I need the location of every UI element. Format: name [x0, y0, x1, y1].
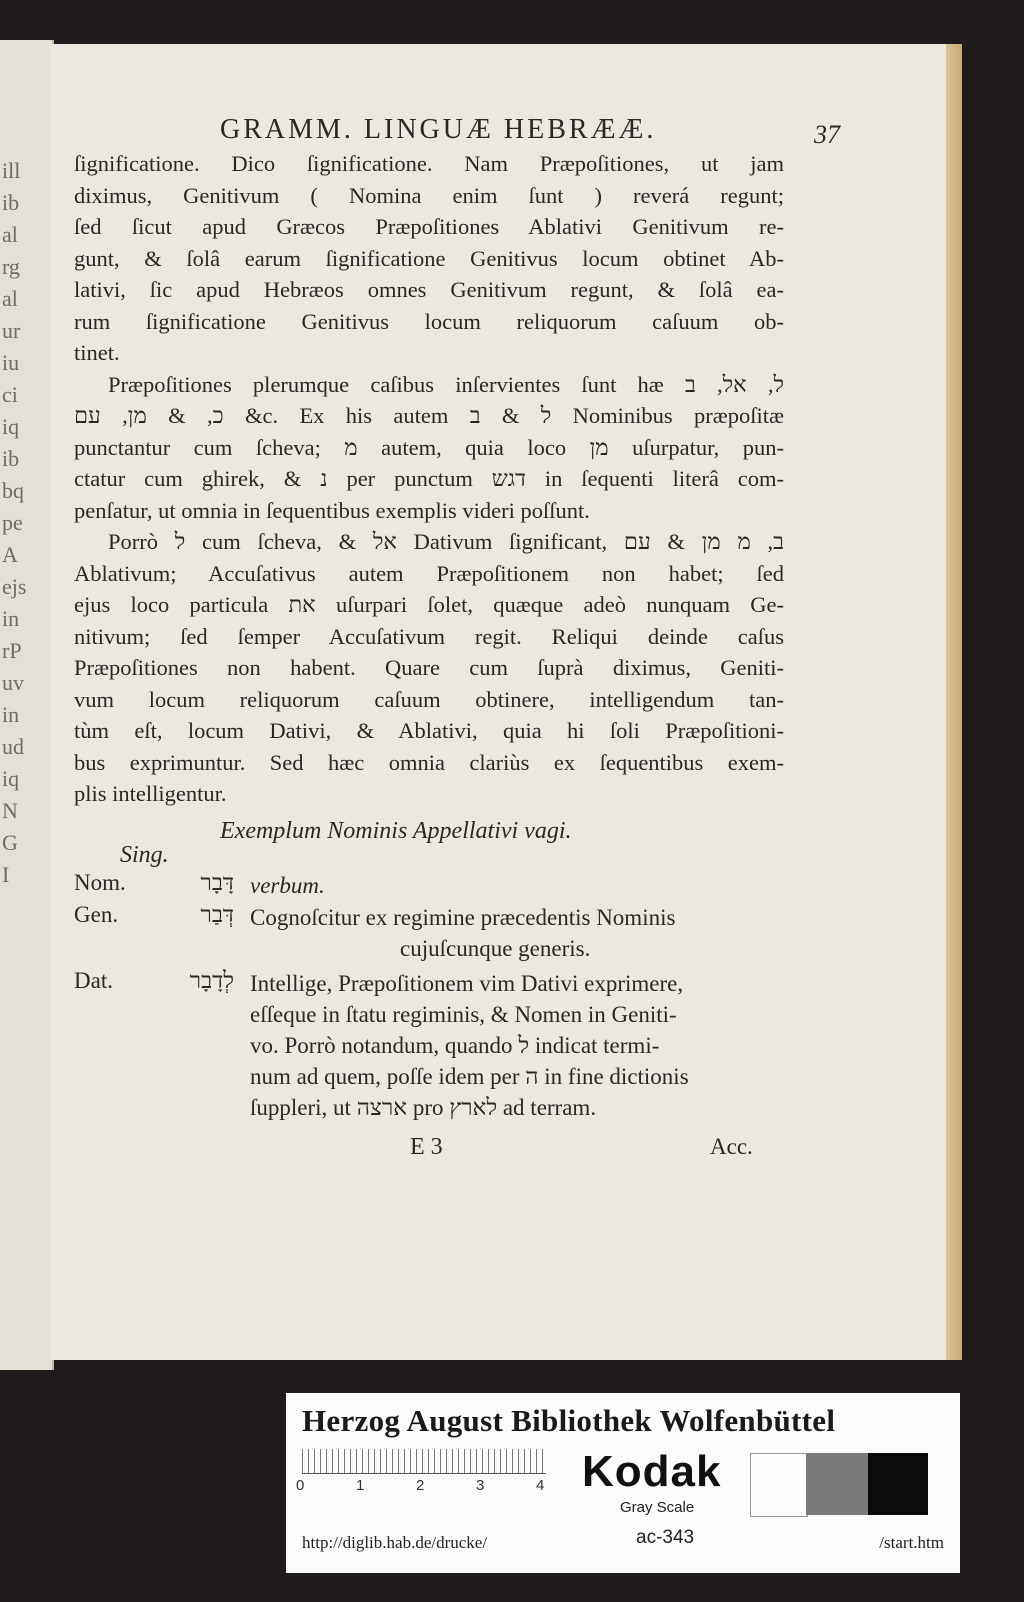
case-gloss — [250, 870, 810, 901]
text-line: gunt, & ſolâ earum ſignificatione Genitivus locum obtinet Ab- — [74, 245, 784, 271]
shelfmark: ac-343 — [636, 1527, 695, 1548]
ruler-label: 0 — [296, 1477, 305, 1494]
brand-logo: Kodak — [582, 1447, 722, 1496]
ruler-label: 1 — [356, 1477, 365, 1494]
text-line: penſatur, ut omnia in ſequentibus exemplis videri poſſunt. — [74, 497, 590, 523]
text-line: ſed ſicut apud Græcos Præpoſitiones Ablativi Genitivum re- — [74, 214, 784, 239]
gloss-line: cujuſcunque generis. — [400, 936, 591, 961]
facing-page-fragment: ur — [2, 318, 21, 343]
text-line: tùm eſt, locum Dativi, & Ablativi, quia hi ſoli Præpoſitioni- — [74, 718, 784, 743]
facing-page-fragment: iu — [2, 350, 20, 375]
facing-page-fragment: rP — [2, 638, 22, 663]
text-line: Præpoſitiones plerumque caſibus inſervientes ſunt hæ ל, אל, ב — [108, 371, 784, 397]
text-line: ſignificatione. Dico ſignificatione. Nam Præpoſitiones, ut jam — [74, 151, 784, 176]
gray-swatch-white — [750, 1453, 808, 1517]
facing-page-fragment: G — [2, 830, 18, 855]
url-left: http://diglib.hab.de/drucke/ — [302, 1533, 488, 1552]
facing-page-fragment: bq — [2, 478, 24, 503]
facing-page-fragment: uv — [2, 670, 24, 695]
gloss-line: ſuppleri, ut ארצה pro לארץ ad terram. — [250, 1095, 597, 1120]
ruler-labels — [296, 1477, 556, 1497]
case-label: Gen. — [74, 902, 119, 927]
facing-page-fragment: al — [2, 222, 18, 247]
facing-page-fragment: I — [2, 862, 10, 887]
gloss-line: num ad quem, poſſe idem per ה in fine dictionis — [250, 1064, 689, 1089]
color-target-card — [286, 1393, 960, 1573]
url-right: /start.htm — [879, 1533, 944, 1552]
text-line: Porrò ל cum ſcheva, & אל Dativum ſignificant, ב, מ מן & עם — [108, 529, 785, 554]
text-line: tinet. — [74, 340, 120, 365]
ruler-label: 2 — [416, 1477, 425, 1494]
paragraph-3 — [74, 526, 784, 810]
example-title: Exemplum Nominis Appellativi vagi. — [220, 818, 572, 844]
text-line: vum locum reliquorum caſuum obtinere, intelligendum tan- — [74, 686, 784, 712]
text-line: כ, & מן, עם &c. Ex his autem ל & ב Nominibus præpoſitæ — [74, 403, 784, 428]
facing-page-fragment: ib — [2, 446, 20, 471]
book-page — [50, 44, 962, 1360]
text-line: ejus loco particula את uſurpari ſolet, quæque adeò nunquam Ge- — [74, 592, 784, 617]
hebrew-form: דָּבָר — [200, 870, 234, 896]
text-line: plis intelligentur. — [74, 781, 227, 806]
text-line: ctatur cum ghirek, & נ per punctum דגש in ſequenti literâ com- — [74, 466, 784, 491]
gloss-line: eſſeque in ſtatu regiminis, & Nomen in Geniti- — [250, 1002, 677, 1027]
running-head — [220, 114, 840, 150]
library-name: Herzog August Bibliothek Wolfenbüttel — [302, 1403, 836, 1438]
hebrew-form: לְדָבָר — [189, 968, 234, 994]
text-line: punctantur cum ſcheva; מ autem, quia loco מן uſurpatur, pun- — [74, 434, 784, 460]
signature-mark: E 3 — [410, 1134, 443, 1160]
facing-page-fragment: al — [2, 286, 18, 311]
facing-page-fragment: A — [2, 542, 18, 567]
facing-page-fragment: iq — [2, 766, 20, 791]
text-line: lativi, ſic apud Hebræos omnes Genitivum regunt, & ſolâ ea- — [74, 277, 784, 302]
facing-page-fragment: ci — [2, 382, 18, 407]
ruler-label: 4 — [536, 1477, 545, 1494]
gloss-line: Intellige, Præpoſitionem vim Dativi exprimere, — [250, 971, 684, 996]
hebrew-form: דְּבַר — [200, 902, 234, 928]
facing-page-fragment: pe — [2, 510, 23, 535]
facing-page-fragment: N — [2, 798, 18, 823]
facing-page-fragment: in — [2, 702, 20, 727]
text-line: bus exprimuntur. Sed hæc omnia clariùs ex ſequentibus exem- — [74, 749, 784, 775]
facing-page-fragment: in — [2, 606, 20, 631]
catchword: Acc. — [710, 1134, 753, 1159]
case-gloss — [250, 902, 810, 964]
paragraph-1 — [74, 148, 784, 369]
ruler-scale — [302, 1449, 546, 1474]
paragraph-2 — [74, 369, 784, 527]
case-label: Dat. — [74, 968, 113, 993]
case-label: Nom. — [74, 870, 126, 895]
case-gloss — [250, 968, 810, 1123]
text-line: rum ſignificatione Genitivus locum reliquorum caſuum ob- — [74, 308, 784, 334]
gray-swatch-black — [868, 1453, 928, 1515]
gray-swatch-mid — [806, 1453, 868, 1515]
gloss-line: verbum. — [250, 873, 325, 898]
facing-page-fragment: ill — [2, 158, 21, 183]
gloss-line: Cognoſcitur ex regimine præcedentis Nominis — [250, 905, 676, 930]
page-number: 37 — [814, 120, 840, 149]
facing-page-fragment: rg — [2, 254, 20, 279]
number-label: Sing. — [120, 842, 169, 868]
facing-page-fragment: iq — [2, 414, 20, 439]
text-line: Ablativum; Accuſativus autem Præpoſitionem non habet; ſed — [74, 560, 784, 586]
text-line: diximus, Genitivum ( Nomina enim ſunt ) reverá regunt; — [74, 182, 784, 208]
main-text — [74, 148, 784, 810]
page-fore-edge — [946, 44, 962, 1360]
text-line: Præpoſitiones non habent. Quare cum ſuprà diximus, Geniti- — [74, 655, 784, 680]
facing-page-edge — [0, 40, 54, 1370]
gloss-line: vo. Porrò notandum, quando ל indicat termi- — [250, 1033, 660, 1058]
gray-scale-label: Gray Scale — [620, 1499, 695, 1516]
running-title: GRAMM. LINGUÆ HEBRÆÆ. — [220, 114, 657, 145]
facing-page-fragment: ib — [2, 190, 20, 215]
facing-page-fragment: ejs — [2, 574, 27, 599]
text-line: nitivum; ſed ſemper Accuſativum regit. Reliqui deinde caſus — [74, 623, 784, 649]
ruler-label: 3 — [476, 1477, 485, 1494]
facing-page-fragment: ud — [2, 734, 24, 759]
